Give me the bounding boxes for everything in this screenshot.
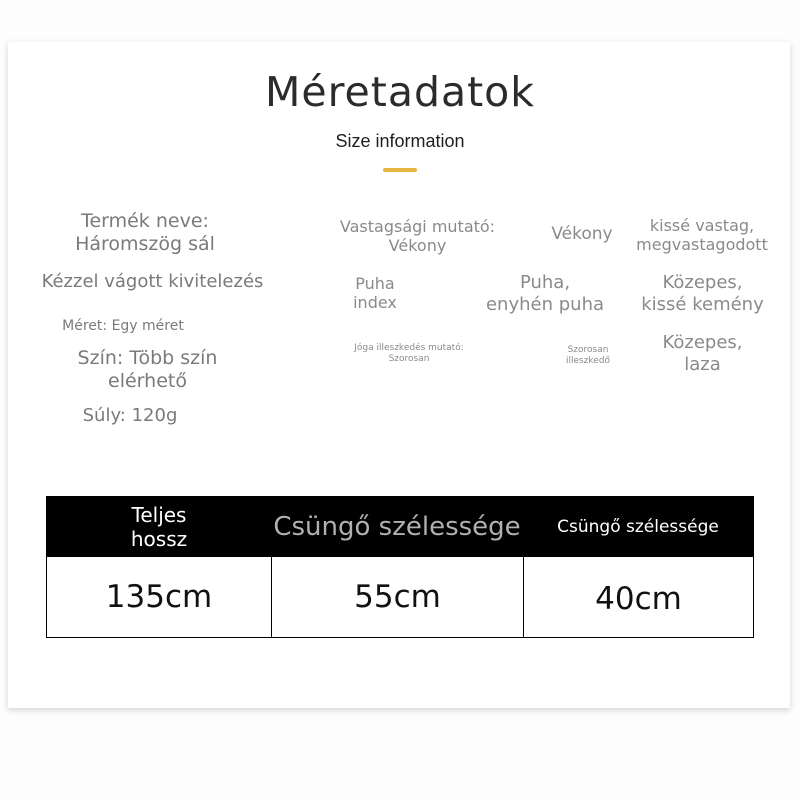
yoga-fit-label <box>340 343 478 366</box>
softness-opt1-line1: Puha, <box>519 272 571 293</box>
thickness-opt2-line2: megvastagodott <box>636 235 768 255</box>
yoga-fit-label-line1: Jóga illeszkedés mutató: <box>354 343 464 353</box>
size-table-header <box>47 497 753 557</box>
product-color-line2: elérhető <box>108 369 187 392</box>
product-name <box>40 210 250 256</box>
product-color-line1: Szín: Több szín <box>77 347 218 369</box>
thickness-label <box>330 217 505 255</box>
yoga-fit-option-loose <box>630 332 775 375</box>
header-total-length-line1: Teljes <box>131 503 187 527</box>
product-size: Méret: Egy méret <box>62 318 184 334</box>
header-total-length-line2: hossz <box>130 527 188 551</box>
thickness-label-line1: Vastagsági mutató: <box>339 217 496 236</box>
size-table <box>46 496 754 638</box>
thickness-option-thin: Vékony <box>551 224 613 244</box>
product-color <box>50 347 245 393</box>
softness-opt2-line2: kissé kemény <box>641 293 764 315</box>
product-name-value: Háromszög sál <box>75 232 215 255</box>
softness-label-line2: index <box>353 293 397 313</box>
cell-drop-width-2: 40cm <box>595 581 682 617</box>
product-weight: Súly: 120g <box>82 405 178 426</box>
header-total-length <box>47 497 271 557</box>
thickness-option-thick <box>628 216 776 254</box>
yoga-fit-opt2-line1: Közepes, <box>662 332 743 353</box>
product-craft: Kézzel vágott kivitelezés <box>41 271 264 292</box>
softness-opt2-line1: Közepes, <box>662 272 743 293</box>
product-name-label: Termék neve: <box>81 210 209 232</box>
thickness-label-line2: Vékony <box>388 236 447 256</box>
cell-drop-width: 55cm <box>354 579 441 615</box>
softness-option-medium <box>630 272 775 315</box>
header-drop-width-2-label: Csüngő szélessége <box>557 517 719 537</box>
softness-opt1-line2: enyhén puha <box>485 293 605 315</box>
yoga-fit-opt1-line2: illeszkedő <box>565 356 611 367</box>
softness-label <box>330 274 420 312</box>
cell-total-length: 135cm <box>105 579 213 615</box>
yoga-fit-option-tight <box>553 345 623 368</box>
title-accent-bar <box>383 168 417 172</box>
header-drop-width-label: Csüngő szélessége <box>273 512 521 542</box>
thickness-opt2-line1: kissé vastag, <box>649 216 755 235</box>
header-drop-width <box>271 497 523 557</box>
header-drop-width-2 <box>523 497 753 557</box>
page-subtitle: Size information <box>335 131 465 151</box>
page-title: Méretadatok <box>264 68 536 116</box>
softness-label-line1: Puha <box>355 274 395 293</box>
yoga-fit-label-line2: Szorosan <box>388 354 430 365</box>
softness-option-soft <box>470 272 620 315</box>
yoga-fit-opt2-line2: laza <box>684 353 721 375</box>
yoga-fit-opt1-line1: Szorosan <box>567 345 609 355</box>
